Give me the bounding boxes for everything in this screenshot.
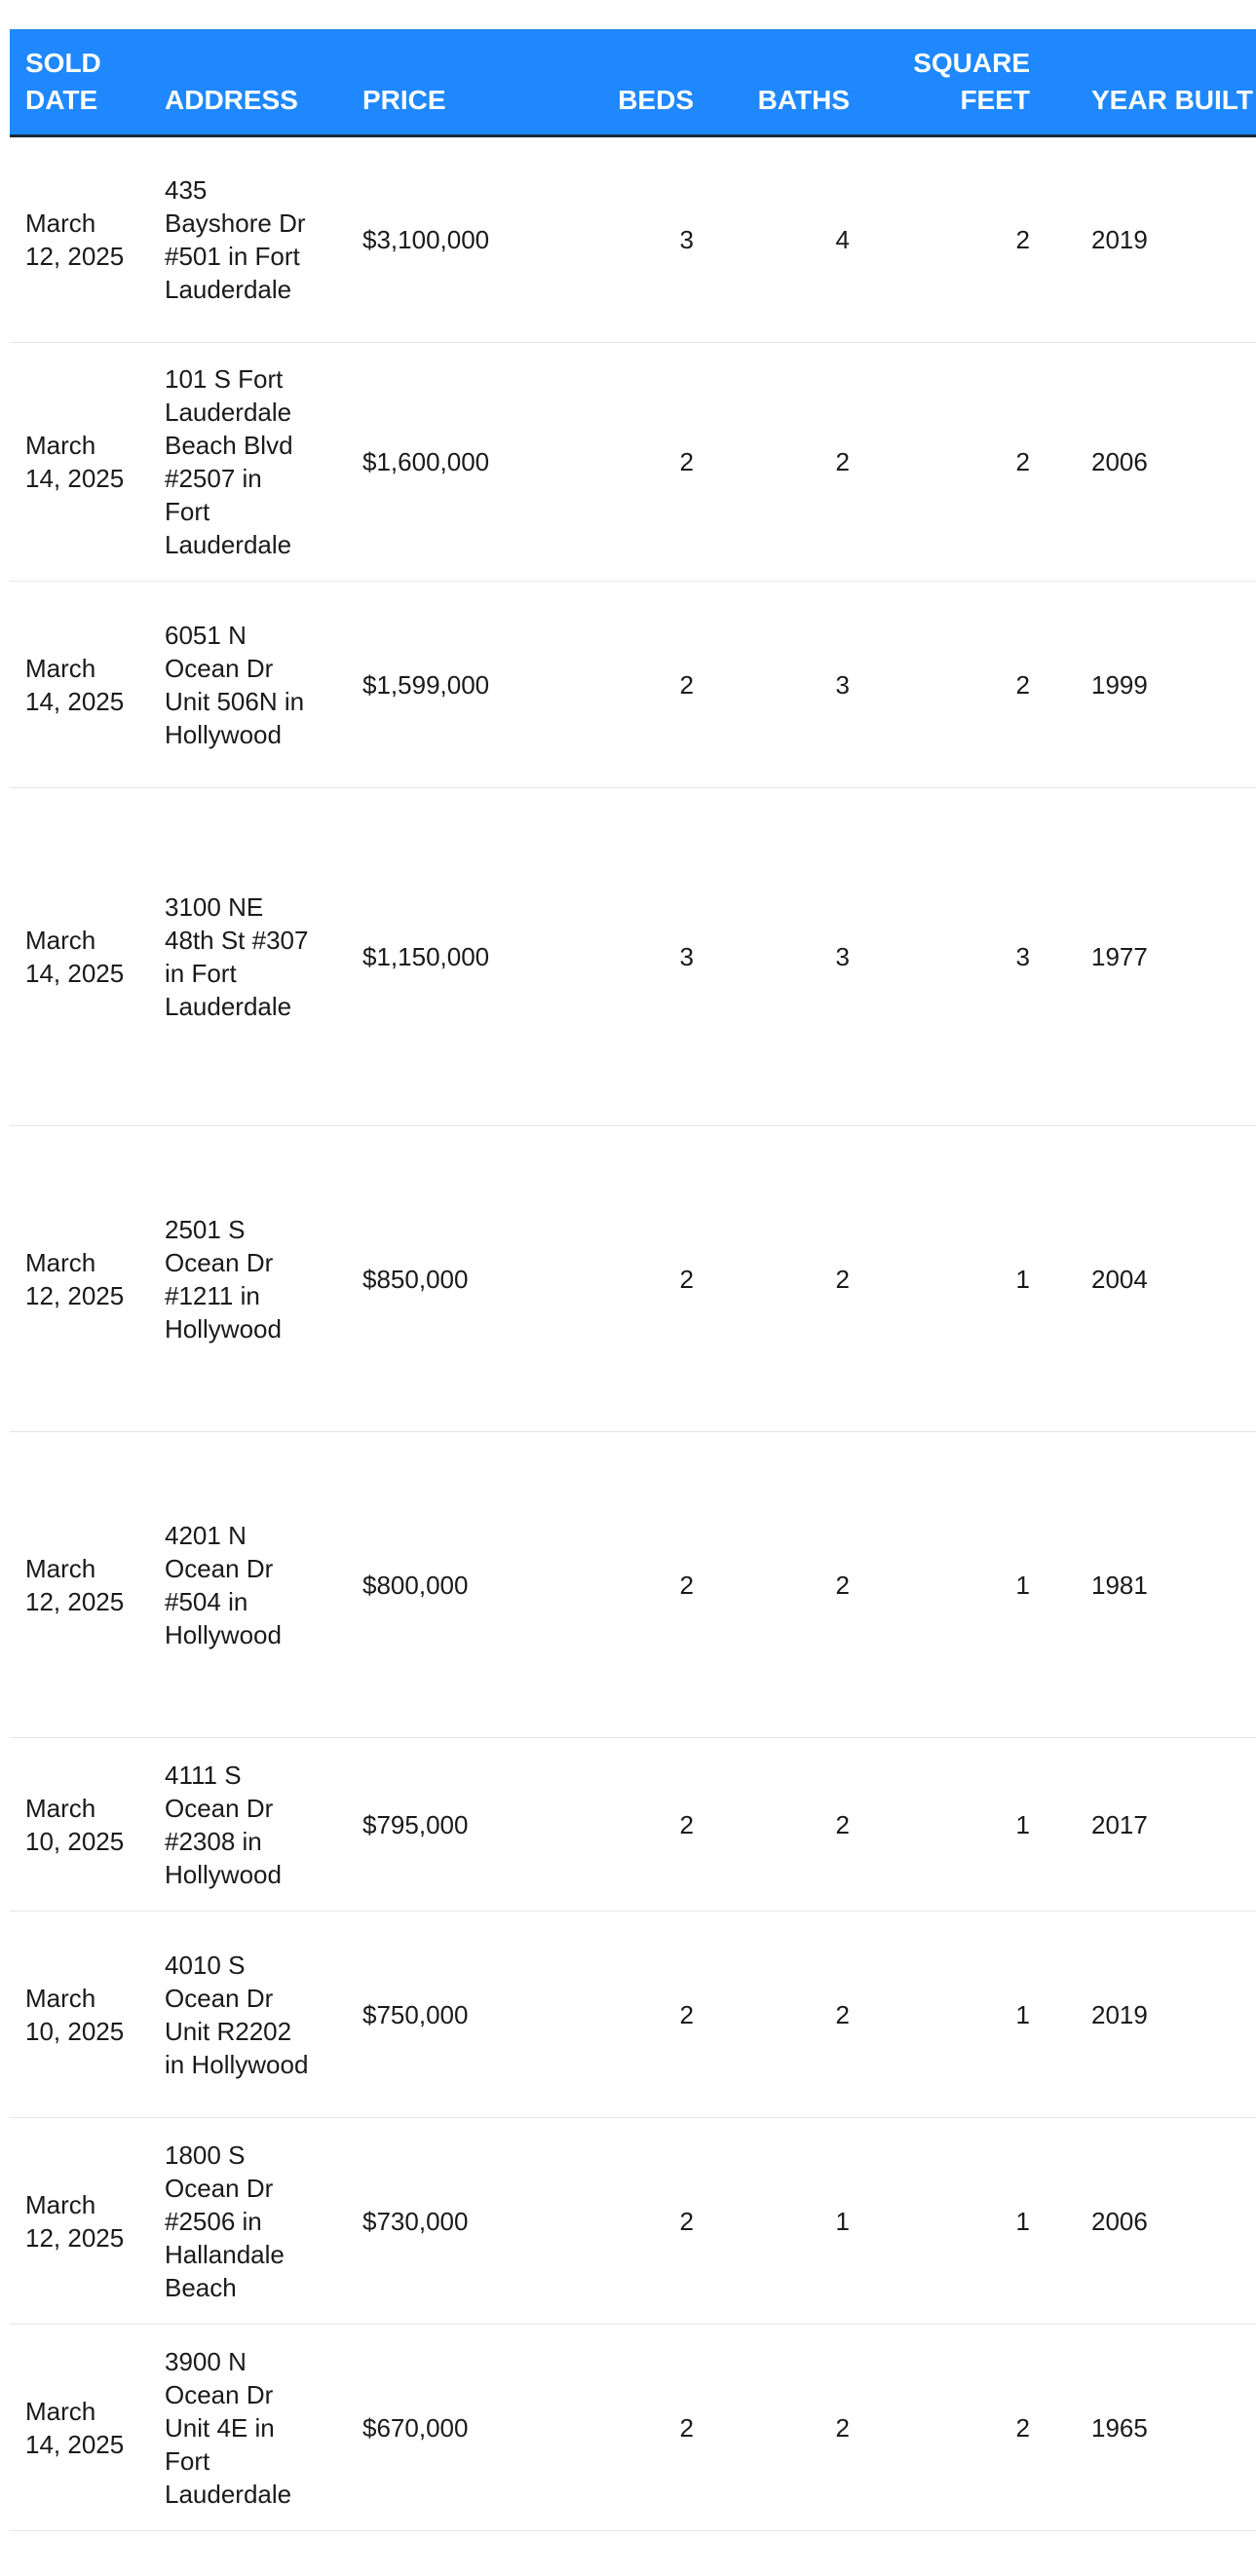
cell-year-built-text: 1999 [1091, 669, 1148, 700]
cell-sold-date-text: March 10, 2025 [25, 1983, 125, 2046]
cell-price [362, 2325, 557, 2531]
table-row [10, 788, 1256, 1126]
cell-square-feet [850, 2118, 1030, 2325]
header-sold-date: SOLD DATE [25, 48, 101, 115]
cell-year-built-text: 2004 [1091, 1264, 1148, 1294]
cell-baths [694, 1126, 850, 1432]
table-row [10, 1126, 1256, 1432]
cell-baths-text: 2 [835, 447, 850, 476]
cell-address [165, 1738, 362, 1912]
table-row [10, 1738, 1256, 1912]
cell-square-feet-text: 1 [1015, 2206, 1030, 2236]
cell-beds-text: 2 [679, 669, 694, 700]
cell-address-text: 4201 N Ocean Dr #504 in Hollywood [165, 1520, 282, 1649]
cell-beds-text: 2 [679, 1809, 694, 1839]
cell-sold-date [10, 1126, 165, 1432]
cell-baths [694, 1912, 850, 2118]
header-price: PRICE [362, 85, 446, 115]
cell-beds [557, 1432, 694, 1738]
sold-listings-table [10, 29, 1256, 2531]
cell-sold-date-text: March 14, 2025 [25, 926, 125, 988]
header-baths: BATHS [757, 85, 850, 115]
cell-year-built-text: 1965 [1091, 2412, 1148, 2443]
cell-address [165, 1912, 362, 2118]
cell-baths-text: 4 [835, 225, 850, 254]
cell-beds [557, 2325, 694, 2531]
cell-beds-text: 2 [679, 1264, 694, 1294]
cell-beds [557, 1912, 694, 2118]
cell-sold-date-text: March 14, 2025 [25, 653, 125, 716]
cell-square-feet [850, 582, 1030, 788]
cell-price-text: $750,000 [362, 1999, 469, 2029]
cell-address [165, 1432, 362, 1738]
cell-price-text: $670,000 [362, 2412, 469, 2443]
cell-square-feet [850, 343, 1030, 582]
cell-sold-date [10, 2325, 165, 2531]
cell-baths [694, 343, 850, 582]
cell-year-built [1030, 1432, 1256, 1738]
cell-price [362, 136, 557, 343]
cell-address-text: 2501 S Ocean Dr #1211 in Hollywood [165, 1214, 282, 1344]
cell-beds-text: 2 [679, 2206, 694, 2236]
cell-address-text: 435 Bayshore Dr #501 in Fort Lauderdale [165, 175, 306, 304]
cell-address-text: 4111 S Ocean Dr #2308 in Hollywood [165, 1760, 282, 1889]
cell-baths [694, 582, 850, 788]
cell-address-text: 6051 N Ocean Dr Unit 506N in Hollywood [165, 620, 305, 749]
cell-year-built-text: 2006 [1091, 2206, 1148, 2236]
cell-price-text: $800,000 [362, 1570, 469, 1600]
table-header [10, 29, 1256, 136]
cell-address [165, 788, 362, 1126]
cell-price-text: $3,100,000 [362, 225, 490, 254]
table-row [10, 2118, 1256, 2325]
cell-year-built [1030, 1912, 1256, 2118]
cell-square-feet-text: 2 [1015, 447, 1030, 476]
table-row [10, 343, 1256, 582]
cell-price [362, 788, 557, 1126]
cell-year-built-text: 2019 [1091, 225, 1148, 254]
cell-address-text: 1800 S Ocean Dr #2506 in Hallandale Beach [165, 2140, 285, 2302]
cell-year-built-text: 2017 [1091, 1809, 1148, 1839]
cell-sold-date [10, 1432, 165, 1738]
cell-address [165, 2325, 362, 2531]
cell-price [362, 1432, 557, 1738]
cell-address [165, 1126, 362, 1432]
cell-price-text: $1,600,000 [362, 447, 490, 476]
cell-price [362, 1738, 557, 1912]
cell-baths [694, 2118, 850, 2325]
cell-sold-date [10, 2118, 165, 2325]
cell-price-text: $795,000 [362, 1809, 469, 1839]
header-beds: BEDS [618, 85, 694, 115]
cell-price [362, 1126, 557, 1432]
cell-year-built [1030, 343, 1256, 582]
cell-beds [557, 1126, 694, 1432]
cell-beds-text: 2 [679, 2412, 694, 2443]
cell-baths [694, 2325, 850, 2531]
header-square-feet: SQUARE FEET [913, 48, 1030, 115]
cell-year-built [1030, 1126, 1256, 1432]
header-address: ADDRESS [165, 85, 298, 115]
cell-baths [694, 788, 850, 1126]
cell-square-feet-text: 2 [1015, 2412, 1030, 2443]
cell-beds [557, 1738, 694, 1912]
cell-square-feet-text: 3 [1015, 942, 1030, 971]
cell-sold-date-text: March 12, 2025 [25, 1553, 125, 1616]
cell-address [165, 343, 362, 582]
cell-square-feet-text: 2 [1015, 225, 1030, 254]
cell-square-feet [850, 788, 1030, 1126]
cell-year-built [1030, 2325, 1256, 2531]
table-row [10, 582, 1256, 788]
cell-sold-date-text: March 14, 2025 [25, 2396, 125, 2459]
cell-baths-text: 3 [835, 669, 850, 700]
cell-baths [694, 1738, 850, 1912]
cell-price-text: $730,000 [362, 2206, 469, 2236]
cell-beds [557, 582, 694, 788]
cell-baths-text: 2 [835, 2412, 850, 2443]
cell-beds-text: 2 [679, 1999, 694, 2029]
cell-sold-date [10, 1912, 165, 2118]
cell-square-feet [850, 1738, 1030, 1912]
cell-address [165, 136, 362, 343]
cell-sold-date-text: March 14, 2025 [25, 431, 125, 493]
cell-address-text: 3900 N Ocean Dr Unit 4E in Fort Lauderdale [165, 2346, 292, 2509]
cell-beds [557, 2118, 694, 2325]
table-row [10, 2325, 1256, 2531]
cell-year-built [1030, 788, 1256, 1126]
cell-address-text: 4010 S Ocean Dr Unit R2202 in Hollywood [165, 1950, 309, 2079]
cell-price-text: $1,150,000 [362, 942, 490, 971]
cell-baths-text: 2 [835, 1999, 850, 2029]
cell-baths [694, 1432, 850, 1738]
cell-address-text: 101 S Fort Lauderdale Beach Blvd #2507 in Fort Lauderdale [165, 364, 293, 559]
cell-price-text: $1,599,000 [362, 669, 490, 700]
table-row [10, 1432, 1256, 1738]
cell-price [362, 1912, 557, 2118]
cell-price [362, 582, 557, 788]
cell-square-feet-text: 2 [1015, 669, 1030, 700]
cell-beds [557, 136, 694, 343]
header-year-built: YEAR BUILT [1091, 85, 1253, 115]
table-row [10, 136, 1256, 343]
cell-year-built [1030, 1738, 1256, 1912]
cell-sold-date [10, 788, 165, 1126]
cell-square-feet [850, 1126, 1030, 1432]
cell-square-feet-text: 1 [1015, 1264, 1030, 1294]
header-row [10, 29, 1256, 136]
table-row [10, 1912, 1256, 2118]
cell-address [165, 582, 362, 788]
cell-beds [557, 788, 694, 1126]
cell-square-feet-text: 1 [1015, 1999, 1030, 2029]
cell-year-built-text: 1981 [1091, 1570, 1148, 1600]
table-body [10, 136, 1256, 2531]
cell-beds-text: 2 [679, 1570, 694, 1600]
cell-year-built [1030, 2118, 1256, 2325]
cell-baths [694, 136, 850, 343]
cell-price [362, 2118, 557, 2325]
cell-address [165, 2118, 362, 2325]
cell-sold-date-text: March 12, 2025 [25, 208, 125, 271]
cell-baths-text: 2 [835, 1264, 850, 1294]
sold-listings-table-container [10, 29, 1253, 2531]
cell-year-built-text: 2019 [1091, 1999, 1148, 2029]
cell-sold-date-text: March 12, 2025 [25, 2189, 125, 2253]
cell-baths-text: 2 [835, 1809, 850, 1839]
cell-sold-date [10, 582, 165, 788]
cell-square-feet [850, 136, 1030, 343]
cell-beds-text: 2 [679, 447, 694, 476]
cell-year-built-text: 1977 [1091, 942, 1148, 971]
cell-address-text: 3100 NE 48th St #307 in Fort Lauderdale [165, 892, 309, 1021]
cell-sold-date [10, 1738, 165, 1912]
cell-sold-date-text: March 12, 2025 [25, 1247, 125, 1310]
cell-beds-text: 3 [679, 225, 694, 254]
cell-square-feet-text: 1 [1015, 1809, 1030, 1839]
cell-baths-text: 2 [835, 1570, 850, 1600]
cell-sold-date [10, 136, 165, 343]
cell-year-built [1030, 582, 1256, 788]
cell-year-built-text: 2006 [1091, 447, 1148, 476]
cell-baths-text: 1 [835, 2206, 850, 2236]
cell-square-feet [850, 2325, 1030, 2531]
cell-square-feet [850, 1912, 1030, 2118]
cell-beds-text: 3 [679, 942, 694, 971]
cell-square-feet-text: 1 [1015, 1570, 1030, 1600]
cell-sold-date-text: March 10, 2025 [25, 1793, 125, 1856]
cell-year-built [1030, 136, 1256, 343]
cell-baths-text: 3 [835, 942, 850, 971]
cell-square-feet [850, 1432, 1030, 1738]
cell-sold-date [10, 343, 165, 582]
cell-beds [557, 343, 694, 582]
cell-price [362, 343, 557, 582]
cell-price-text: $850,000 [362, 1264, 469, 1294]
